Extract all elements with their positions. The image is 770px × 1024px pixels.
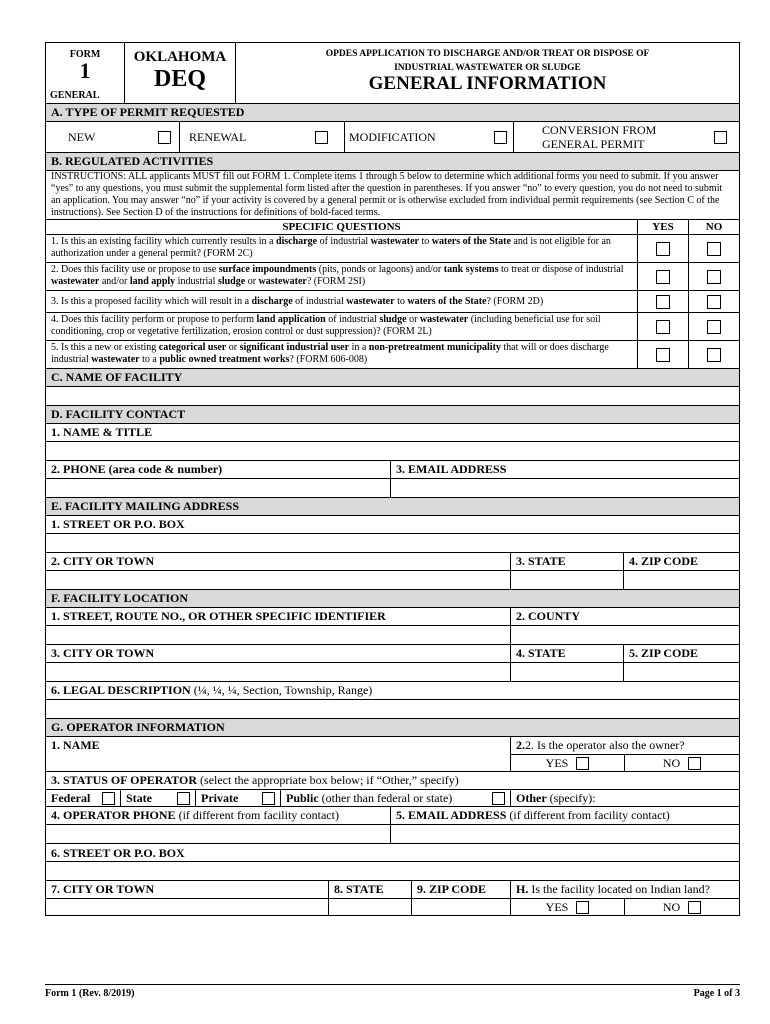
question-4-yes-checkbox[interactable]: [656, 320, 670, 334]
location-street-label: 1. STREET, ROUTE NO., OR OTHER SPECIFIC IDENTIFIER: [46, 608, 511, 625]
title-line-1: OPDES APPLICATION TO DISCHARGE AND/OR TREAT OR DISPOSE OF: [325, 49, 650, 59]
question-5-yes-checkbox[interactable]: [656, 348, 670, 362]
section-b-header: B. REGULATED ACTIVITIES: [46, 153, 739, 171]
location-county-field[interactable]: [511, 626, 739, 644]
operator-zip-block: [412, 881, 511, 915]
form-number: 1: [79, 58, 91, 83]
operator-owner-yes-label: YES: [545, 755, 569, 770]
location-city-fields: [46, 663, 739, 682]
operator-owner-question: 2.2. Is the operator also the owner?: [511, 737, 739, 755]
question-2-yes-checkbox[interactable]: [656, 270, 670, 284]
contact-phone-email-fields: [46, 479, 739, 498]
question-3-no-checkbox[interactable]: [707, 295, 721, 309]
status-private: [196, 790, 281, 806]
legal-description-label-row: [46, 682, 739, 700]
agency-block: [125, 43, 236, 103]
permit-modification-checkbox[interactable]: [494, 131, 507, 144]
mailing-city-fields: [46, 571, 739, 590]
status-other-label: Other (specify):: [516, 790, 596, 805]
operator-owner-block: [511, 737, 739, 771]
operator-status-options: [46, 790, 739, 807]
agency-state: OKLAHOMA: [133, 49, 227, 65]
mailing-zip-field[interactable]: [624, 571, 739, 589]
contact-name-field[interactable]: [46, 442, 739, 461]
indian-land-yes: [511, 899, 625, 915]
indian-land-yes-label: YES: [545, 899, 569, 914]
indian-land-no-checkbox[interactable]: [688, 901, 701, 914]
contact-phone-email-label-row: [46, 461, 739, 479]
operator-street-field[interactable]: [46, 862, 739, 881]
operator-zip-label: 9. ZIP CODE: [412, 881, 510, 899]
question-4-yes: [638, 313, 689, 340]
question-5-text: 5. Is this a new or existing categorical user or significant industrial user in a non-pretreatment municipality that will or does discharge industrial wastewater to a public owned treatment works? (FORM 606-008): [46, 341, 638, 368]
application-form: [45, 42, 740, 916]
mailing-street-label: 1. STREET OR P.O. BOX: [51, 517, 185, 531]
status-other[interactable]: [511, 790, 739, 806]
operator-owner-no-checkbox[interactable]: [688, 757, 701, 770]
operator-street-label-row: [46, 844, 739, 862]
status-state: [121, 790, 196, 806]
question-4-no-checkbox[interactable]: [707, 320, 721, 334]
location-street-fields: [46, 626, 739, 645]
operator-owner-no-label: NO: [662, 755, 681, 770]
location-city-field[interactable]: [46, 663, 511, 681]
section-g-header: G. OPERATOR INFORMATION: [46, 719, 739, 737]
status-federal: [46, 790, 121, 806]
status-state-label: State: [126, 790, 152, 805]
operator-zip-field[interactable]: [412, 899, 510, 915]
page-footer: [45, 984, 740, 999]
operator-name-label: 1. NAME: [46, 737, 511, 771]
question-2-no: [689, 263, 739, 290]
mailing-street-field[interactable]: [46, 534, 739, 553]
operator-owner-no: [625, 755, 739, 771]
location-zip-field[interactable]: [624, 663, 739, 681]
question-5-yes: [638, 341, 689, 368]
question-row-3: [46, 291, 739, 313]
location-zip-label: 5. ZIP CODE: [629, 646, 699, 660]
location-street-label-row: [46, 608, 739, 626]
permit-conversion-label: [542, 123, 656, 151]
status-public-checkbox[interactable]: [492, 792, 505, 805]
mailing-city-label-row: [46, 553, 739, 571]
questions-header-row: [46, 220, 739, 235]
question-1-no-checkbox[interactable]: [707, 242, 721, 256]
operator-state-block: [329, 881, 412, 915]
operator-phone-label: 4. OPERATOR PHONE (if different from facility contact): [46, 807, 391, 824]
status-federal-checkbox[interactable]: [102, 792, 115, 805]
status-state-checkbox[interactable]: [177, 792, 190, 805]
location-street-field[interactable]: [46, 626, 511, 644]
mailing-zip-label: 4. ZIP CODE: [629, 554, 699, 568]
section-b-instructions: [46, 171, 739, 220]
question-row-1: [46, 235, 739, 263]
question-row-2: [46, 263, 739, 291]
conversion-line-2: GENERAL PERMIT: [542, 137, 645, 151]
location-city-label-row: [46, 645, 739, 663]
mailing-state-field[interactable]: [511, 571, 624, 589]
mailing-city-field[interactable]: [46, 571, 511, 589]
status-federal-label: Federal: [51, 790, 91, 805]
operator-status-label-row: [46, 772, 739, 790]
status-public: [281, 790, 511, 806]
page-title: GENERAL INFORMATION: [368, 73, 607, 94]
indian-land-question: H. Is the facility located on Indian land?: [511, 881, 739, 899]
no-column-heading: NO: [705, 221, 723, 233]
section-f-header: F. FACILITY LOCATION: [46, 590, 739, 608]
location-state-label: 4. STATE: [511, 645, 624, 662]
status-public-label: Public (other than federal or state): [286, 790, 453, 805]
indian-land-options: [511, 899, 739, 915]
question-3-yes-checkbox[interactable]: [656, 295, 670, 309]
question-5-no-checkbox[interactable]: [707, 348, 721, 362]
location-city-label: 3. CITY OR TOWN: [46, 645, 511, 662]
contact-email-field[interactable]: [391, 479, 739, 497]
operator-owner-yes-checkbox[interactable]: [576, 757, 589, 770]
section-d-header: D. FACILITY CONTACT: [46, 406, 739, 424]
title-line-2: INDUSTRIAL WASTEWATER OR SLUDGE: [394, 63, 581, 73]
section-e-header: E. FACILITY MAILING ADDRESS: [46, 498, 739, 516]
operator-contact-label-row: [46, 807, 739, 825]
specific-questions-heading: SPECIFIC QUESTIONS: [46, 220, 638, 234]
question-1-text: 1. Is this an existing facility which currently results in a discharge of industrial wastewater to waters of the State and is not eligible for an authorization under a general permit? (FORM 2C): [46, 235, 638, 262]
form-revision: Form 1 (Rev. 8/2019): [45, 988, 135, 999]
operator-name-row: [46, 737, 739, 772]
operator-contact-fields: [46, 825, 739, 844]
contact-phone-field[interactable]: [46, 479, 391, 497]
permit-new: [46, 122, 180, 152]
permit-conversion: [514, 122, 739, 152]
indian-land-no: [625, 899, 739, 915]
question-2-yes: [638, 263, 689, 290]
operator-email-label: 5. EMAIL ADDRESS (if different from facility contact): [396, 808, 670, 822]
contact-email-label: 3. EMAIL ADDRESS: [396, 462, 507, 476]
operator-street-label: 6. STREET OR P.O. BOX: [51, 846, 185, 860]
question-row-5: [46, 341, 739, 369]
operator-email-field[interactable]: [391, 825, 739, 843]
contact-name-label: 1. NAME & TITLE: [51, 425, 153, 439]
location-county-label: 2. COUNTY: [516, 609, 581, 623]
permit-modification: [345, 122, 514, 152]
permit-renewal-checkbox[interactable]: [315, 131, 328, 144]
question-3-no: [689, 291, 739, 312]
question-5-no: [689, 341, 739, 368]
yes-column-heading: YES: [638, 220, 689, 234]
operator-status-label: 3. STATUS OF OPERATOR (select the appropriate box below; if “Other,” specify): [51, 773, 459, 787]
permit-type-row: [46, 122, 739, 153]
operator-city-field[interactable]: [46, 899, 328, 915]
operator-state-field[interactable]: [329, 899, 411, 915]
permit-modification-label: MODIFICATION: [349, 129, 436, 144]
question-3-text: 3. Is this a proposed facility which will result in a discharge of industrial wastewater to waters of the State? (FORM 2D): [46, 291, 638, 312]
question-3-yes: [638, 291, 689, 312]
mailing-state-label: 3. STATE: [511, 553, 624, 570]
page-number: Page 1 of 3: [693, 988, 740, 999]
question-4-no: [689, 313, 739, 340]
question-1-yes: [638, 235, 689, 262]
location-state-field[interactable]: [511, 663, 624, 681]
operator-owner-yes: [511, 755, 625, 771]
agency-name: DEQ: [153, 66, 206, 92]
form-id-block: [46, 43, 125, 103]
legal-description-label: 6. LEGAL DESCRIPTION (¼, ¼, ¼, Section, Township, Range): [51, 683, 373, 697]
form-type: GENERAL: [50, 90, 100, 101]
question-2-text: 2. Does this facility use or propose to use surface impoundments (pits, ponds or lagoons) and/or tank systems to treat or dispose of industrial wastewater and/or land apply industrial sludge or wastewater? (FORM 2SI): [46, 263, 638, 290]
permit-new-label: NEW: [68, 129, 96, 144]
section-a-header: A. TYPE OF PERMIT REQUESTED: [46, 104, 739, 122]
conversion-line-1: CONVERSION FROM: [542, 123, 657, 137]
section-c-header: C. NAME OF FACILITY: [46, 369, 739, 387]
operator-phone-field[interactable]: [46, 825, 391, 843]
contact-phone-label: 2. PHONE (area code & number): [46, 461, 391, 478]
indian-land-yes-checkbox[interactable]: [576, 901, 589, 914]
question-4-text: 4. Does this facility perform or propose to perform land application of industrial sludge or wastewater (including beneficial use for soil conditioning, crop or vegetative fertilization, erosion control or dust suppression)? (FORM 2L): [46, 313, 638, 340]
permit-conversion-checkbox[interactable]: [714, 131, 727, 144]
operator-city-row: [46, 881, 739, 915]
form-header: [46, 43, 739, 104]
operator-owner-options: [511, 755, 739, 771]
question-2-no-checkbox[interactable]: [707, 270, 721, 284]
mailing-street-label-row: [46, 516, 739, 534]
facility-name-field[interactable]: [46, 387, 739, 406]
title-block: [236, 43, 739, 103]
indian-land-block: [511, 881, 739, 915]
question-1-no: [689, 235, 739, 262]
question-1-yes-checkbox[interactable]: [656, 242, 670, 256]
indian-land-no-label: NO: [662, 899, 681, 914]
permit-renewal: [180, 122, 345, 152]
status-private-checkbox[interactable]: [262, 792, 275, 805]
permit-renewal-label: RENEWAL: [189, 129, 247, 144]
status-private-label: Private: [201, 790, 239, 805]
legal-description-field[interactable]: [46, 700, 739, 719]
instructions-text: INSTRUCTIONS: ALL applicants MUST fill out FORM 1. Complete items 1 through 5 below to determine which additional forms you need to submit. If you answer “yes” to any questions, you must submit the supplemental form listed after the question in parentheses. If you answer “no” to every question, you do not need to submit an application. You may answer “no” if your activity is covered by a general permit or is otherwise excluded from individual permit requirements (see Section C of the instructions). See Section D of the instructions for definitions of bold-faced terms.: [51, 171, 723, 218]
operator-city-label: 7. CITY OR TOWN: [46, 881, 328, 899]
contact-name-row: [46, 424, 739, 442]
operator-state-label: 8. STATE: [329, 881, 411, 899]
operator-city-block: [46, 881, 329, 915]
mailing-city-label: 2. CITY OR TOWN: [46, 553, 511, 570]
permit-new-checkbox[interactable]: [158, 131, 171, 144]
form-label: FORM: [69, 49, 101, 60]
question-row-4: [46, 313, 739, 341]
